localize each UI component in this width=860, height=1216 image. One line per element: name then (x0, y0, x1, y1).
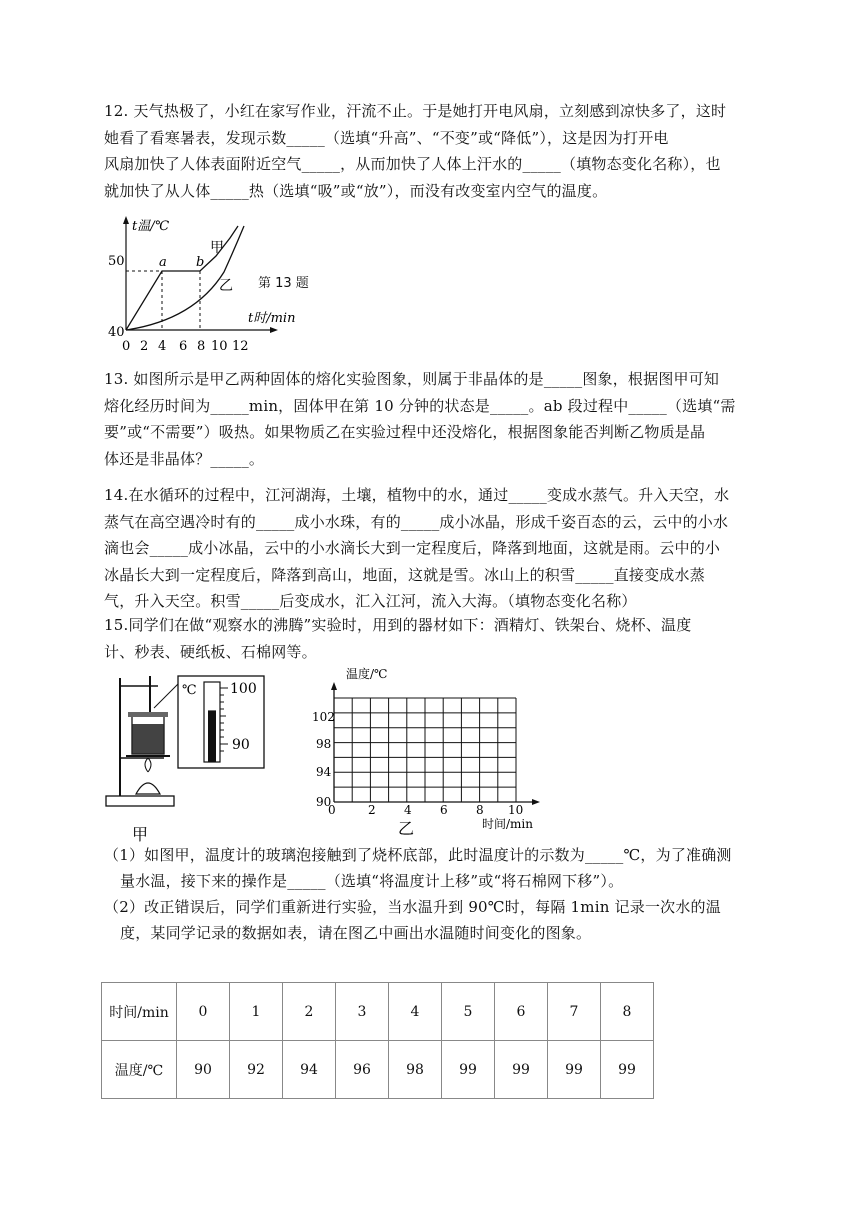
zoom-line (154, 684, 178, 708)
table-cell: 99 (442, 1041, 495, 1099)
table-cell: 92 (230, 1041, 283, 1099)
thermometer-mercury (208, 710, 216, 762)
point-b-label: b (196, 255, 205, 270)
table-cell: 99 (495, 1041, 548, 1099)
figure-jia-label: 甲 (132, 825, 149, 844)
y-axis-arrow (123, 216, 129, 224)
q13-line-1: 13. 如图所示是甲乙两种固体的熔化实验图象，则属于非晶体的是_____图象，根据图甲可知 (104, 370, 720, 388)
q15-part2-line-2: 度，某同学记录的数据如表，请在图乙中画出水温随时间变化的图象。 (120, 924, 592, 942)
x-tick-6: 6 (179, 339, 188, 354)
grid-y-axis-label: 温度/℃ (346, 667, 388, 681)
grid-y-arrow (331, 682, 337, 690)
x-tick-2: 2 (140, 339, 149, 354)
q14-line-1: 14.在水循环的过程中，江河湖海，土壤，植物中的水，通过_____变成水蒸气。升入天空，水 (104, 486, 730, 504)
q12-line-4: 就加快了从人体_____热（选填“吸”或“放”），而没有改变室内空气的温度。 (104, 181, 608, 200)
curve-yi-label: 乙 (219, 278, 233, 294)
grid-x-arrow (532, 799, 540, 805)
y-tick-40: 40 (108, 325, 125, 340)
table-cell: 0 (177, 983, 230, 1041)
q14-line-5: 气，升入天空。积雪_____后变成水，汇入江河，流入大海。（填物态变化名称） (104, 592, 637, 610)
grid-x-axis-label: 时间/min (482, 817, 533, 831)
q15-line-1: 15.同学们在做“观察水的沸腾”实验时，用到的器材如下：酒精灯、铁架台、烧杯、温度 (104, 616, 692, 634)
q15-part1-line-2: 量水温，接下来的操作是_____（选填“将温度计上移”或“将石棉网下移”）。 (120, 872, 624, 890)
table-cell: 5 (442, 983, 495, 1041)
q12-line-1: 12. 天气热极了，小红在家写作业，汗流不止。于是她打开电风扇，立刻感到凉快多了，这时 (104, 102, 727, 120)
thermometer-tick-90: 90 (232, 737, 250, 753)
x-axis-label: t时/min (248, 311, 296, 326)
table-cell: 3 (336, 983, 389, 1041)
grid-y-tick-90: 90 (316, 795, 332, 809)
table-header-time: 时间/min (102, 983, 177, 1041)
q14-line-4: 冰晶长大到一定程度后，降落到高山，地面，这就是雪。冰山上的积雪_____直接变成水蒸 (104, 565, 705, 584)
q14-line-3: 滴也会_____成小冰晶，云中的小水滴长大到一定程度后，降落到地面，这就是雨。云中的小 (104, 539, 721, 557)
stand-base (106, 796, 174, 806)
table-header-temperature: 温度/℃ (102, 1041, 177, 1099)
flame-icon (145, 758, 151, 772)
table-cell: 99 (601, 1041, 654, 1099)
x-tick-4: 4 (158, 339, 167, 354)
cardboard-lid (128, 712, 168, 717)
grid-y-tick-94: 94 (316, 765, 332, 779)
thermometer-tick-100: 100 (230, 681, 257, 697)
table-cell: 94 (283, 1041, 336, 1099)
question-15-parts (104, 842, 764, 946)
grid-x-tick-0: 0 (328, 803, 336, 817)
x-tick-12: 12 (232, 339, 249, 354)
question-14 (104, 482, 764, 615)
alcohol-lamp (136, 783, 160, 794)
grid-x-tick-4: 4 (404, 803, 412, 817)
beaker-water (132, 724, 164, 754)
temperature-grid-figure (312, 662, 544, 838)
table-cell: 99 (548, 1041, 601, 1099)
celsius-unit-label: ℃ (182, 683, 197, 698)
x-tick-0: 0 (122, 339, 131, 354)
grid-x-tick-6: 6 (440, 803, 448, 817)
figure-13-caption: 第 13 题 (258, 276, 309, 291)
y-tick-50: 50 (108, 254, 125, 269)
question-12 (104, 98, 764, 204)
q13-line-3: 要”或“不需要”）吸热。如果物质乙在实验过程中还没熔化，根据图象能否判断乙物质是晶 (104, 423, 706, 441)
grid-y-tick-98: 98 (316, 737, 332, 751)
question-15 (104, 612, 764, 665)
figure-yi-label: 乙 (398, 819, 415, 838)
point-a-label: a (159, 255, 167, 270)
table-row-time (102, 983, 654, 1041)
table-cell: 2 (283, 983, 336, 1041)
table-row-temperature (102, 1041, 654, 1099)
table-cell: 4 (389, 983, 442, 1041)
table-cell: 7 (548, 983, 601, 1041)
curve-jia-label: 甲 (210, 240, 224, 256)
q15-part2-line-1: （2）改正错误后，同学们重新进行实验，当水温升到 90℃时，每隔 1min 记录一次水的温 (104, 898, 721, 916)
q15-line-2: 计、秒表、硬纸板、石棉网等。 (104, 642, 317, 661)
q12-line-3: 风扇加快了人体表面附近空气_____，从而加快了人体上汗水的_____（填物态变化名称），也 (104, 155, 721, 173)
q13-line-4: 体还是非晶体？_____。 (104, 449, 265, 468)
q13-line-2: 熔化经历时间为_____min，固体甲在第 10 分钟的状态是_____。ab 段过程中_____（选填“需 (104, 396, 736, 415)
grid-lines (334, 698, 516, 802)
x-tick-8: 8 (197, 339, 206, 354)
grid-x-tick-2: 2 (368, 803, 376, 817)
boiling-apparatus-figure (100, 668, 272, 848)
table-cell: 96 (336, 1041, 389, 1099)
table-cell: 1 (230, 983, 283, 1041)
q15-part1-line-1: （1）如图甲，温度计的玻璃泡接触到了烧杯底部，此时温度计的示数为_____℃，为了准确测 (104, 846, 732, 864)
grid-x-tick-8: 8 (476, 803, 484, 817)
grid-x-tick-10: 10 (508, 803, 524, 817)
table-cell: 98 (389, 1041, 442, 1099)
q14-line-2: 蒸气在高空遇冷时有的_____成小水珠，有的_____成小冰晶，形成千姿百态的云，云中的小水 (104, 512, 729, 531)
x-axis-arrow (270, 327, 278, 333)
question-13 (104, 366, 764, 472)
table-cell: 6 (495, 983, 548, 1041)
table-cell: 8 (601, 983, 654, 1041)
y-axis-label: t温/℃ (132, 219, 170, 234)
grid-y-tick-102: 102 (312, 710, 335, 724)
q12-line-2: 她看了看寒暑表，发现示数_____（选填“升高”、“不变”或“降低”），这是因为打开电 (104, 128, 669, 147)
x-tick-10: 10 (211, 339, 228, 354)
temperature-data-table (101, 982, 654, 1099)
table-cell: 90 (177, 1041, 230, 1099)
